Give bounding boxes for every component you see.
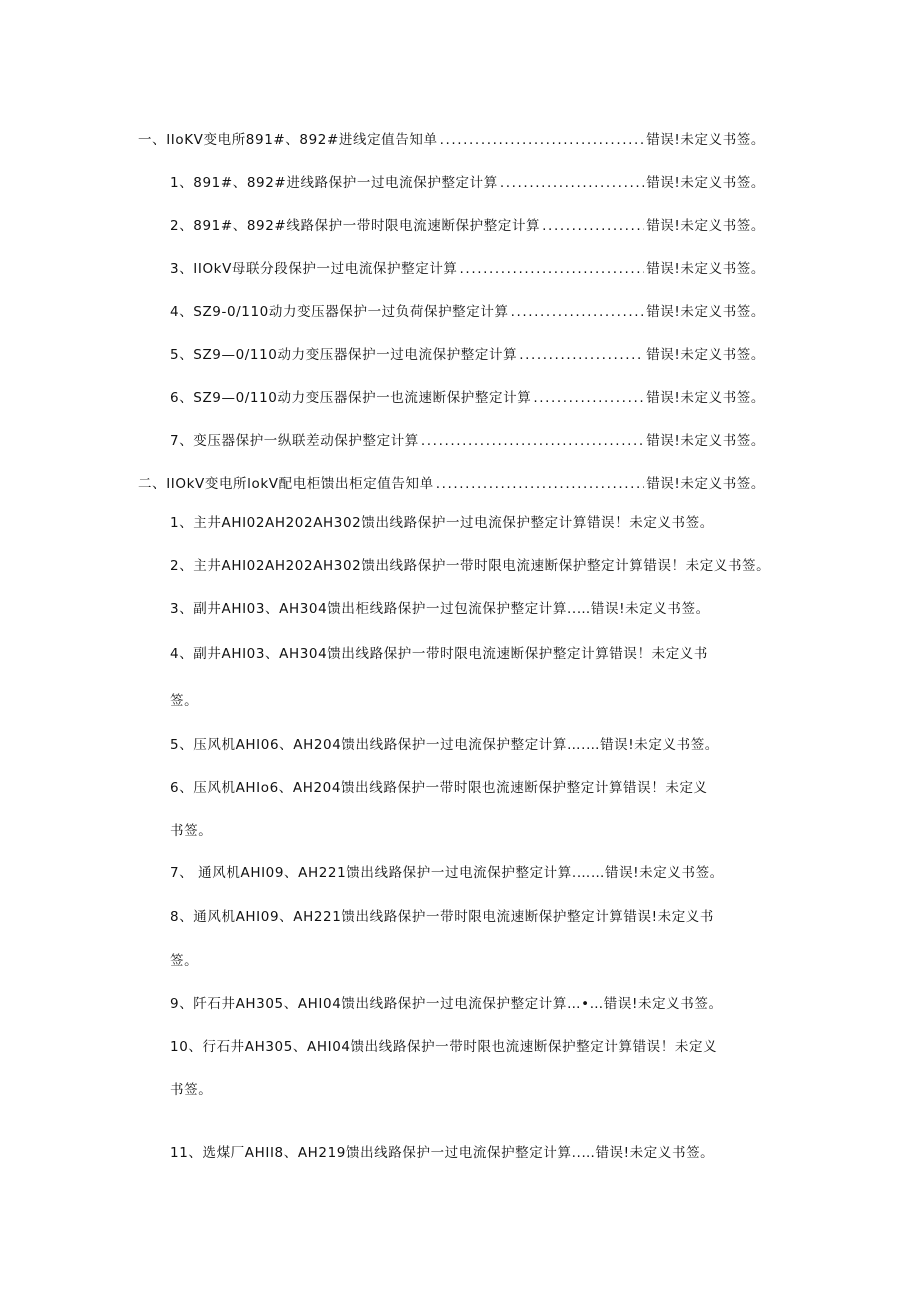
toc-entry-continuation: 书签。 [170,823,213,839]
toc-text: 3、IIOkV母联分段保护一过电流保护整定计算 [170,261,458,277]
dot-leader [440,131,645,149]
toc-ref: 错误!未定义书签。 [646,390,765,406]
toc-line[interactable] [170,260,765,278]
toc-entry[interactable]: 8、通风机AHI09、AH221馈出线路保护一带时限电流速断保护整定计算错误!未定义书 [170,909,714,925]
toc-entry[interactable]: 4、副井AHI03、AH304馈出线路保护一带时限电流速断保护整定计算错误！未定义书 [170,646,708,662]
dot-leader [500,174,644,192]
toc-text: 4、SZ9-0/110动力变压器保护一过负荷保护整定计算 [170,304,509,320]
toc-line[interactable] [170,432,765,450]
toc-entry[interactable]: 6、压风机AHIo6、AH204馈出线路保护一带时限也流速断保护整定计算错误！未定义 [170,780,708,796]
toc-entry[interactable]: 11、选煤厂AHII8、AH219馈出线路保护一过电流保护整定计算..…错误!未定义书签。 [170,1145,715,1161]
dot-leader [533,389,644,407]
toc-text: 2、891#、892#线路保护一带时限电流速断保护整定计算 [170,218,541,234]
toc-text: 6、SZ9—0/110动力变压器保护一也流速断保护整定计算 [170,390,532,406]
toc-ref: 错误!未定义书签。 [646,304,765,320]
toc-entry-continuation: 签。 [170,693,199,709]
toc-entry[interactable]: 3、副井AHI03、AH304馈出柜线路保护一过包流保护整定计算..…错误!未定义书签。 [170,601,710,617]
toc-line[interactable] [170,303,765,321]
toc-text: 7、变压器保护一纵联差动保护整定计算 [170,433,419,449]
dot-leader [542,217,644,235]
toc-line[interactable] [170,174,765,192]
toc-line[interactable] [138,131,765,149]
toc-ref: 错误!未定义书签。 [646,132,765,148]
toc-entry-continuation: 签。 [170,953,199,969]
toc-entry[interactable]: 1、主井AHI02AH202AH302馈出线路保护一过电流保护整定计算错误！未定义书签。 [170,515,714,531]
toc-line[interactable] [170,389,765,407]
toc-entry[interactable]: 2、主井AHI02AH202AH302馈出线路保护一带时限电流速断保护整定计算错误！未定义书签。 [170,558,771,574]
toc-entry-continuation: 书签。 [170,1082,213,1098]
toc-ref: 错误!未定义书签。 [646,476,765,492]
dot-leader [511,303,645,321]
toc-entry[interactable]: 10、行石井AH305、AHI04馈出线路保护一带时限也流速断保护整定计算错误！未定义 [170,1039,718,1055]
dot-leader [436,475,644,493]
toc-ref: 错误!未定义书签。 [646,433,765,449]
toc-ref: 错误!未定义书签。 [646,347,765,363]
toc-line[interactable] [170,346,765,364]
dot-leader [519,346,644,364]
toc-entry[interactable]: 5、压风机AHI06、AH204馈出线路保护一过电流保护整定计算….…错误!未定义书签。 [170,737,719,753]
toc-ref: 错误!未定义书签。 [646,175,765,191]
toc-entry[interactable]: 9、阡石井AH305、AHI04馈出线路保护一过电流保护整定计算…•…错误!未定义书签。 [170,996,723,1012]
toc-text: 1、891#、892#进线路保护一过电流保护整定计算 [170,175,498,191]
toc-ref: 错误!未定义书签。 [646,261,765,277]
toc-text: 二、IIOkV变电所lokV配电柜馈出柜定值告知单 [138,476,434,492]
toc-ref: 错误!未定义书签。 [646,218,765,234]
toc-text: 5、SZ9—0/110动力变压器保护一过电流保护整定计算 [170,347,518,363]
dot-leader [421,432,644,450]
toc-line[interactable] [138,475,765,493]
toc-line[interactable] [170,217,765,235]
dot-leader [460,260,645,278]
toc-entry[interactable]: 7、 通风机AHI09、AH221馈出线路保护一过电流保护整定计算.……错误!未定义书签。 [170,865,724,881]
toc-text: 一、IIoKV变电所891#、892#进线定值告知单 [138,132,438,148]
